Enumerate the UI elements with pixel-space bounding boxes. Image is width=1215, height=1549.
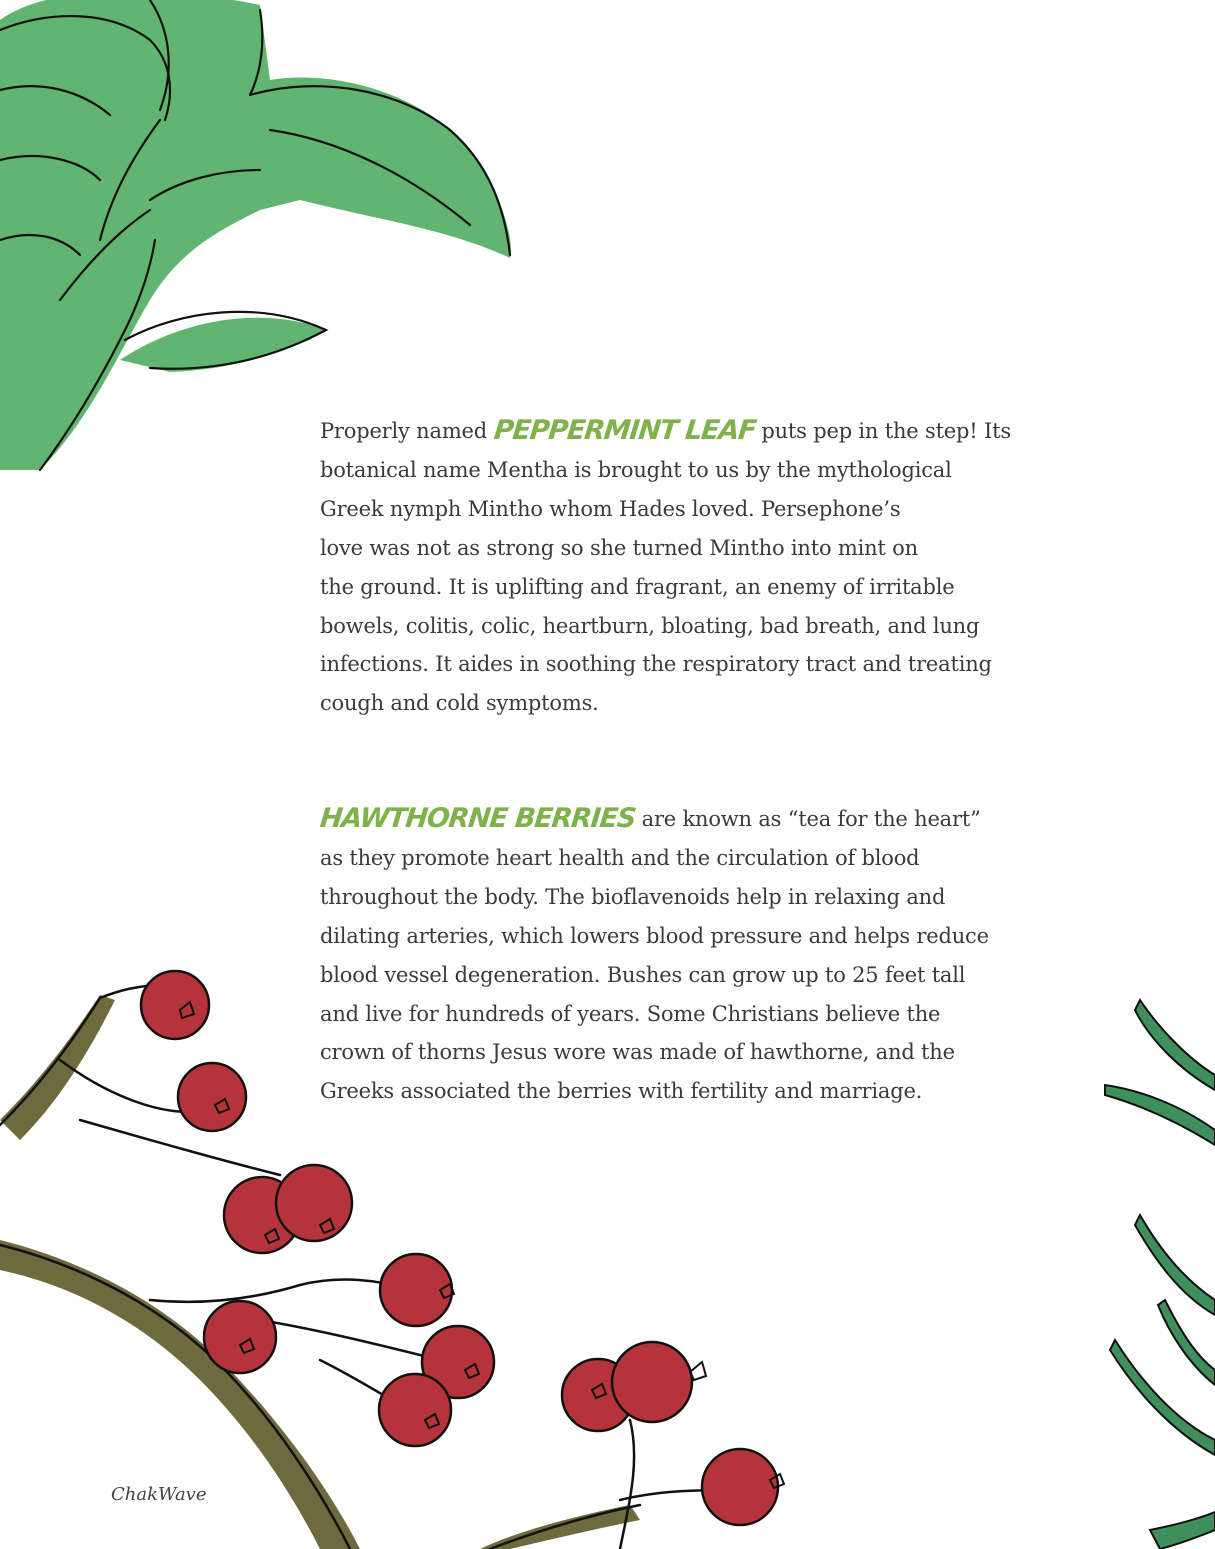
text-line: dilating arteries, which lowers blood pressure and helps reduce xyxy=(320,923,989,948)
peppermint-paragraph xyxy=(320,412,1020,723)
text-line: throughout the body. The bioflavenoids help in relaxing and xyxy=(320,884,946,909)
text-line: bowels, colitis, colic, heartburn, bloating, bad breath, and lung xyxy=(320,613,980,638)
text-line: as they promote heart health and the circulation of blood xyxy=(320,845,920,870)
fern-illustration xyxy=(1105,1000,1215,1549)
text-line: cough and cold symptoms. xyxy=(320,691,599,716)
text-line: Greeks associated the berries with fertility and marriage. xyxy=(320,1079,923,1104)
footer-brand: ChakWave xyxy=(111,1484,207,1505)
text-line: are known as “tea for the heart” xyxy=(641,807,981,831)
hawthorne-berries-heading: HAWTHORNE BERRIES xyxy=(318,803,637,834)
paragraph-first-line xyxy=(320,412,1020,451)
paragraph-first-line xyxy=(320,800,1020,839)
peppermint-leaf-illustration xyxy=(0,0,511,470)
text-line: love was not as strong so she turned Mintho into mint on xyxy=(320,535,918,560)
hawthorne-paragraph xyxy=(320,800,1020,1111)
text-line: infections. It aides in soothing the respiratory tract and treating xyxy=(320,652,992,677)
text-line: blood vessel degeneration. Bushes can grow up to 25 feet tall xyxy=(320,962,966,987)
text-line: puts pep in the step! Its xyxy=(761,419,1011,443)
text-line: Greek nymph Mintho whom Hades loved. Persephone’s xyxy=(320,496,901,521)
text-line: botanical name Mentha is brought to us by the mythological xyxy=(320,457,952,482)
lead-text: Properly named xyxy=(320,419,488,443)
text-line: crown of thorns Jesus wore was made of hawthorne, and the xyxy=(320,1040,955,1065)
peppermint-leaf-heading: PEPPERMINT LEAF xyxy=(491,415,757,446)
text-line: the ground. It is uplifting and fragrant, an enemy of irritable xyxy=(320,574,955,599)
text-line: and live for hundreds of years. Some Christians believe the xyxy=(320,1001,941,1026)
